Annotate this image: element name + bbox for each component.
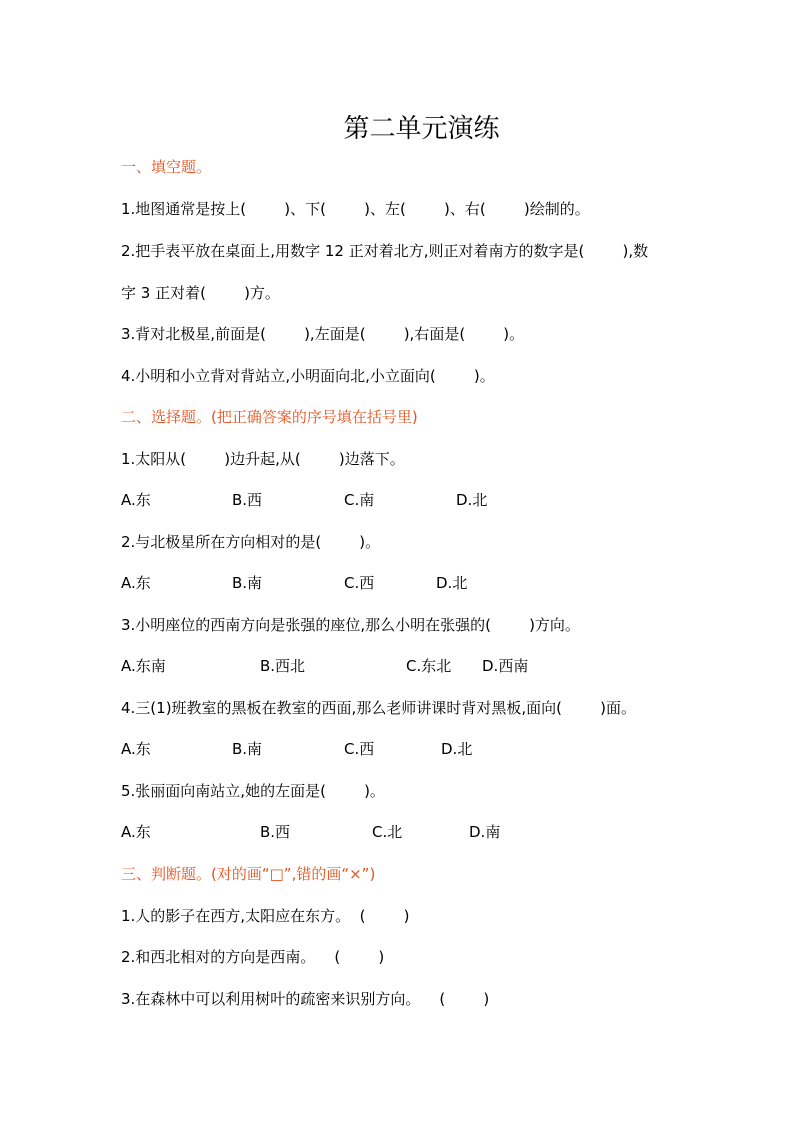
choice-1-option-c: C.南 bbox=[344, 491, 375, 509]
question-choice-5: 5.张丽面向南站立,她的左面是( )。 bbox=[121, 782, 385, 800]
question-fill-4: 4.小明和小立背对背站立,小明面向北,小立面向( )。 bbox=[121, 367, 495, 385]
choice-4-option-b: B.南 bbox=[232, 740, 263, 758]
page-title: 第二单元演练 bbox=[343, 114, 500, 144]
choice-5-option-a: A.东 bbox=[121, 823, 151, 841]
choice-2-option-a: A.东 bbox=[121, 574, 151, 592]
choice-2-option-d: D.北 bbox=[436, 574, 468, 592]
choice-3-option-c: C.东北 bbox=[406, 657, 452, 675]
question-choice-2: 2.与北极星所在方向相对的是( )。 bbox=[121, 533, 381, 551]
choice-3-option-d: D.西南 bbox=[482, 657, 529, 675]
question-judge-3: 3.在森林中可以利用树叶的疏密来识别方向。 ( ) bbox=[121, 990, 490, 1008]
question-fill-1: 1.地图通常是按上( )、下( )、左( )、右( )绘制的。 bbox=[121, 200, 590, 218]
choice-5-option-d: D.南 bbox=[469, 823, 501, 841]
question-judge-2: 2.和西北相对的方向是西南。 ( ) bbox=[121, 948, 385, 966]
choice-5-option-b: B.西 bbox=[260, 823, 291, 841]
section-heading-true-false: 三、判断题。(对的画“□”,错的画“×”) bbox=[121, 865, 376, 883]
section-heading-choice: 二、选择题。(把正确答案的序号填在括号里) bbox=[121, 408, 418, 426]
choice-1-option-a: A.东 bbox=[121, 491, 151, 509]
choice-4-option-d: D.北 bbox=[441, 740, 473, 758]
question-fill-2-line1: 2.把手表平放在桌面上,用数字 12 正对着北方,则正对着南方的数字是( ),数 bbox=[121, 242, 649, 260]
choice-4-option-a: A.东 bbox=[121, 740, 151, 758]
question-choice-4: 4.三(1)班教室的黑板在教室的西面,那么老师讲课时背对黑板,面向( )面。 bbox=[121, 699, 636, 717]
choice-2-option-c: C.西 bbox=[344, 574, 375, 592]
question-choice-3: 3.小明座位的西南方向是张强的座位,那么小明在张强的( )方向。 bbox=[121, 616, 580, 634]
question-fill-3: 3.背对北极星,前面是( ),左面是( ),右面是( )。 bbox=[121, 325, 525, 343]
section-heading-fill-in: 一、填空题。 bbox=[121, 158, 212, 176]
choice-3-option-a: A.东南 bbox=[121, 657, 166, 675]
choice-4-option-c: C.西 bbox=[344, 740, 375, 758]
choice-3-option-b: B.西北 bbox=[260, 657, 306, 675]
choice-1-option-d: D.北 bbox=[456, 491, 488, 509]
question-fill-2-line2: 字 3 正对着( )方。 bbox=[121, 284, 280, 302]
question-choice-1: 1.太阳从( )边升起,从( )边落下。 bbox=[121, 450, 405, 468]
question-judge-1: 1.人的影子在西方,太阳应在东方。 ( ) bbox=[121, 907, 410, 925]
choice-5-option-c: C.北 bbox=[372, 823, 403, 841]
choice-2-option-b: B.南 bbox=[232, 574, 263, 592]
choice-1-option-b: B.西 bbox=[232, 491, 263, 509]
